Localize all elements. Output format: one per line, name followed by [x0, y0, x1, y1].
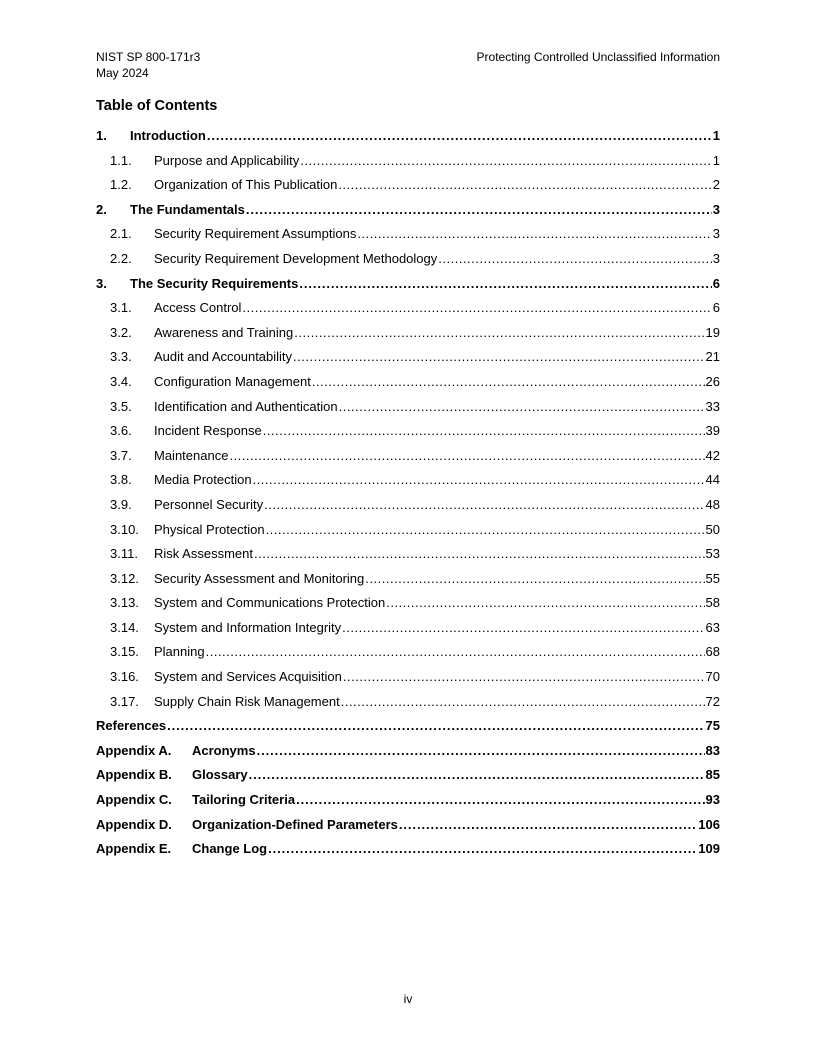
toc-entry-number: 3.4. — [110, 373, 132, 389]
toc-entry-title: Glossary — [192, 767, 248, 783]
toc-entry-number: 2.2. — [110, 250, 132, 266]
toc-entry[interactable] — [96, 616, 720, 641]
toc-dot-leader — [253, 468, 705, 493]
toc-entry-number: 2.1. — [110, 226, 132, 242]
toc-dot-leader — [312, 370, 705, 395]
toc-dot-leader — [254, 542, 705, 567]
toc-entry-number: 3.11. — [110, 546, 138, 562]
toc-entry-number: 3.15. — [110, 644, 139, 660]
toc-entry[interactable] — [96, 837, 720, 862]
toc-dot-leader — [246, 198, 712, 223]
toc-dot-leader — [207, 124, 712, 149]
toc-entry-title: The Fundamentals — [130, 201, 245, 217]
toc-dot-leader — [399, 813, 697, 838]
toc-entry[interactable] — [96, 272, 720, 297]
table-of-contents — [96, 124, 720, 862]
toc-dot-leader — [296, 788, 704, 813]
toc-entry[interactable] — [96, 714, 720, 739]
toc-dot-leader — [206, 640, 705, 665]
toc-entry-page: 109 — [698, 841, 720, 857]
toc-entry[interactable] — [96, 395, 720, 420]
running-header-left — [96, 49, 200, 81]
toc-entry-page: 83 — [705, 742, 720, 758]
toc-dot-leader — [300, 149, 712, 174]
toc-entry-number: 3.17. — [110, 693, 139, 709]
toc-entry[interactable] — [96, 518, 720, 543]
toc-entry-page: 58 — [705, 595, 720, 611]
toc-entry-number: 3.7. — [110, 447, 132, 463]
toc-entry-page: 26 — [705, 373, 720, 389]
toc-entry[interactable] — [96, 813, 720, 838]
toc-entry[interactable] — [96, 124, 720, 149]
document-date: May 2024 — [96, 66, 149, 80]
toc-entry[interactable] — [96, 345, 720, 370]
toc-entry[interactable] — [96, 763, 720, 788]
toc-entry-number: 3.16. — [110, 669, 139, 685]
toc-entry-title: Incident Response — [154, 423, 262, 439]
toc-dot-leader — [242, 296, 711, 321]
toc-entry-number: Appendix C. — [96, 792, 172, 808]
toc-entry-number: 3.3. — [110, 349, 132, 365]
toc-entry-title: Planning — [154, 644, 205, 660]
toc-entry-title: Risk Assessment — [154, 546, 253, 562]
toc-entry[interactable] — [96, 247, 720, 272]
toc-dot-leader — [264, 493, 704, 518]
toc-entry-title: Personnel Security — [154, 496, 264, 512]
toc-entry-page: 3 — [712, 201, 720, 217]
toc-entry[interactable] — [96, 149, 720, 174]
toc-entry-title: Organization of This Publication — [154, 177, 338, 193]
toc-entry[interactable] — [96, 591, 720, 616]
page-number: iv — [403, 992, 413, 1006]
toc-entry-number: 1.1. — [110, 152, 132, 168]
toc-dot-leader — [257, 739, 705, 764]
toc-entry-page: 53 — [705, 546, 720, 562]
toc-dot-leader — [342, 616, 704, 641]
toc-entry-title: The Security Requirements — [130, 275, 299, 291]
toc-dot-leader — [341, 690, 705, 715]
toc-dot-leader — [299, 272, 711, 297]
toc-entry[interactable] — [96, 222, 720, 247]
toc-dot-leader — [249, 763, 705, 788]
toc-entry-number: 3.9. — [110, 496, 132, 512]
toc-entry-title: Organization-Defined Parameters — [192, 816, 398, 832]
toc-entry-page: 33 — [705, 398, 720, 414]
toc-dot-leader — [438, 247, 712, 272]
toc-entry-title: Configuration Management — [154, 373, 311, 389]
toc-entry-page: 42 — [705, 447, 720, 463]
toc-entry-title: Acronyms — [192, 742, 256, 758]
toc-entry-number: 3.13. — [110, 595, 139, 611]
toc-entry-number: 3.1. — [110, 300, 132, 316]
toc-entry[interactable] — [96, 542, 720, 567]
toc-entry-page: 44 — [705, 472, 720, 488]
toc-entry[interactable] — [96, 665, 720, 690]
toc-entry-page: 106 — [698, 816, 720, 832]
toc-entry[interactable] — [96, 640, 720, 665]
toc-entry-number: Appendix A. — [96, 742, 172, 758]
toc-dot-leader — [386, 591, 704, 616]
toc-dot-leader — [343, 665, 705, 690]
toc-dot-leader — [229, 444, 704, 469]
toc-entry[interactable] — [96, 690, 720, 715]
toc-entry-number: 3.5. — [110, 398, 132, 414]
toc-dot-leader — [294, 321, 704, 346]
toc-dot-leader — [365, 567, 704, 592]
toc-entry-title: System and Communications Protection — [154, 595, 386, 611]
toc-entry-number: Appendix D. — [96, 816, 172, 832]
toc-entry-page: 39 — [705, 423, 720, 439]
toc-heading: Table of Contents — [96, 98, 218, 114]
toc-entry-number: 3.12. — [110, 570, 139, 586]
toc-entry[interactable] — [96, 493, 720, 518]
toc-entry-title: Access Control — [154, 300, 242, 316]
toc-entry-page: 3 — [712, 226, 720, 242]
toc-entry-title: Awareness and Training — [154, 324, 294, 340]
toc-entry[interactable] — [96, 370, 720, 395]
toc-entry-title: Maintenance — [154, 447, 229, 463]
toc-entry-number: 2. — [96, 201, 107, 217]
toc-entry-title: Security Requirement Assumptions — [154, 226, 357, 242]
toc-entry-page: 48 — [705, 496, 720, 512]
toc-entry-page: 55 — [705, 570, 720, 586]
toc-entry[interactable] — [96, 788, 720, 813]
toc-dot-leader — [338, 173, 711, 198]
toc-dot-leader — [357, 222, 711, 247]
toc-dot-leader — [266, 518, 705, 543]
toc-entry-page: 2 — [712, 177, 720, 193]
toc-dot-leader — [268, 837, 697, 862]
toc-entry-page: 6 — [712, 300, 720, 316]
toc-entry-title: Security Assessment and Monitoring — [154, 570, 365, 586]
toc-entry-number: 3.14. — [110, 619, 139, 635]
toc-entry-number: 3.2. — [110, 324, 132, 340]
toc-entry-page: 72 — [705, 693, 720, 709]
toc-entry-page: 75 — [705, 718, 720, 734]
toc-entry[interactable] — [96, 321, 720, 346]
toc-entry-page: 63 — [705, 619, 720, 635]
toc-entry-page: 85 — [705, 767, 720, 783]
toc-entry[interactable] — [96, 444, 720, 469]
toc-entry-page: 3 — [712, 250, 720, 266]
toc-entry-page: 21 — [705, 349, 720, 365]
toc-entry-title: System and Services Acquisition — [154, 669, 342, 685]
toc-entry[interactable] — [96, 173, 720, 198]
toc-entry-page: 6 — [712, 275, 720, 291]
toc-entry-number: 3.8. — [110, 472, 132, 488]
toc-entry-page: 1 — [712, 152, 720, 168]
toc-entry-number: 3. — [96, 275, 107, 291]
toc-entry-page: 93 — [705, 792, 720, 808]
toc-entry-page: 50 — [705, 521, 720, 537]
toc-entry-title: References — [96, 718, 167, 734]
toc-entry[interactable] — [96, 468, 720, 493]
toc-dot-leader — [263, 419, 705, 444]
toc-entry[interactable] — [96, 567, 720, 592]
toc-entry[interactable] — [96, 419, 720, 444]
toc-entry-title: Physical Protection — [154, 521, 265, 537]
toc-entry-title: Introduction — [130, 128, 206, 143]
toc-entry-title: System and Information Integrity — [154, 619, 342, 635]
toc-entry-title: Security Requirement Development Methodology — [154, 250, 438, 266]
toc-entry-title: Change Log — [192, 841, 268, 857]
toc-dot-leader — [167, 714, 704, 739]
toc-entry-title: Audit and Accountability — [154, 349, 293, 365]
toc-entry-page: 68 — [705, 644, 720, 660]
toc-entry[interactable] — [96, 739, 720, 764]
toc-entry-title: Identification and Authentication — [154, 398, 338, 414]
toc-entry-number: Appendix E. — [96, 841, 172, 857]
toc-entry-title: Purpose and Applicability — [154, 152, 300, 168]
toc-entry-number: 1. — [96, 128, 107, 143]
toc-entry-page: 70 — [705, 669, 720, 685]
toc-entry-title: Supply Chain Risk Management — [154, 693, 340, 709]
toc-entry-number: Appendix B. — [96, 767, 172, 783]
toc-entry-number: 1.2. — [110, 177, 132, 193]
toc-entry[interactable] — [96, 198, 720, 223]
toc-entry-page: 1 — [712, 128, 720, 143]
toc-dot-leader — [293, 345, 704, 370]
toc-entry[interactable] — [96, 296, 720, 321]
toc-dot-leader — [339, 395, 705, 420]
running-header-title: Protecting Controlled Unclassified Information — [476, 50, 720, 64]
toc-entry-number: 3.10. — [110, 521, 139, 537]
toc-entry-title: Media Protection — [154, 472, 252, 488]
document-id: NIST SP 800-171r3 — [96, 50, 201, 64]
toc-entry-number: 3.6. — [110, 423, 132, 439]
toc-entry-page: 19 — [705, 324, 720, 340]
toc-entry-title: Tailoring Criteria — [192, 792, 296, 808]
